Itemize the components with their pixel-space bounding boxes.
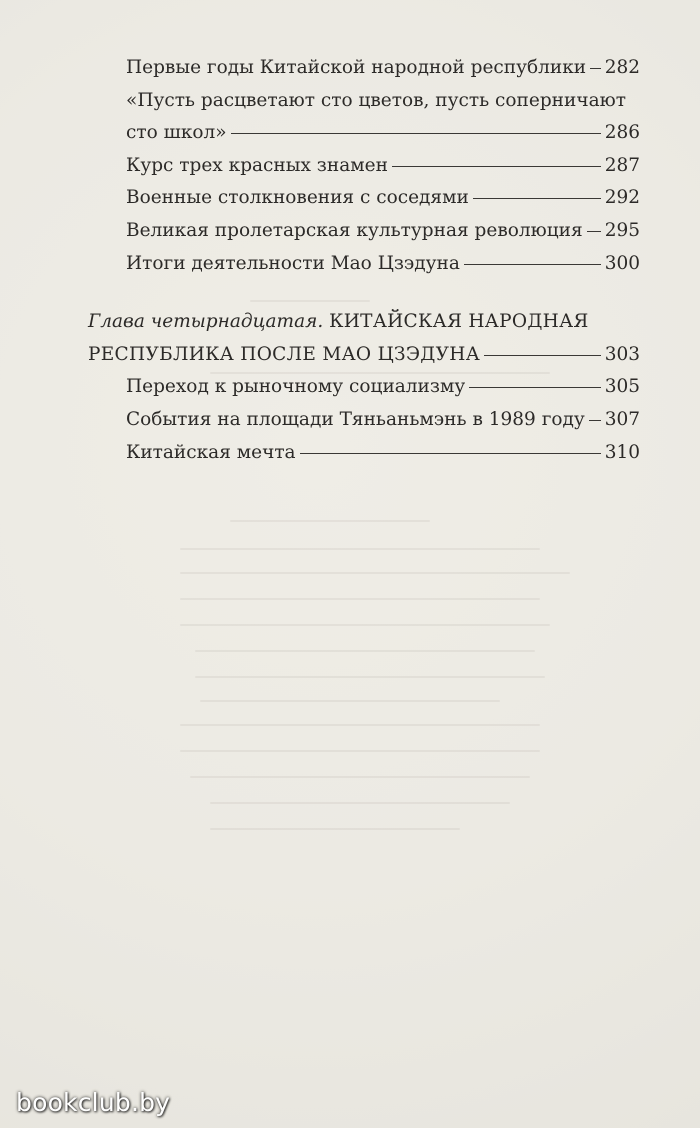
toc-entry-title: События на площади Тяньаньмэнь в 1989 году [126, 408, 585, 430]
bleed-through-line [180, 598, 540, 600]
toc-entry[interactable] [88, 404, 640, 437]
dot-leader [231, 133, 601, 134]
dot-leader [589, 420, 601, 421]
toc-entry-title: Переход к рыночному социализму [126, 376, 466, 398]
toc-entry-title: Первые годы Китайской народной республики [126, 57, 587, 78]
chapter-spacer [88, 280, 640, 306]
toc-entry-title: Китайская мечта [126, 441, 296, 463]
toc-page-number: 310 [604, 441, 640, 463]
toc-page-number: 292 [604, 187, 640, 209]
bleed-through-line [180, 624, 550, 626]
toc-entry-continued[interactable] [88, 85, 640, 118]
toc-entry-title: «Пусть расцветают сто цветов, пусть соперничают [126, 89, 626, 111]
dot-leader [473, 198, 601, 199]
site-watermark: bookclub.by [16, 1088, 171, 1117]
bleed-through-line [180, 548, 540, 550]
table-of-contents [88, 52, 640, 469]
chapter-title: КИТАЙСКАЯ НАРОДНАЯ [329, 311, 589, 333]
toc-page-number: 303 [604, 343, 640, 365]
toc-entry-title: Великая пролетарская культурная революция [126, 219, 583, 241]
bleed-through-line [190, 776, 530, 778]
toc-page-number: 307 [604, 408, 640, 430]
bleed-through-line [180, 724, 540, 726]
bleed-through-line [180, 572, 570, 574]
chapter-heading-line[interactable] [88, 339, 640, 372]
dot-leader [587, 231, 601, 232]
toc-entry[interactable] [88, 215, 640, 248]
bleed-through-line [180, 750, 540, 752]
dot-leader [469, 387, 601, 388]
chapter-label: Глава четырнадцатая. [88, 311, 324, 333]
toc-page-number: 286 [604, 122, 640, 144]
toc-entry[interactable] [88, 371, 640, 404]
chapter-heading[interactable] [88, 306, 640, 339]
toc-page-number: 287 [604, 154, 640, 176]
bleed-through-line [195, 676, 545, 678]
dot-leader [590, 68, 601, 69]
toc-entry-title: Курс трех красных знамен [126, 154, 388, 176]
toc-entry[interactable] [88, 150, 640, 183]
bleed-through-line [195, 650, 535, 652]
toc-entry-title: Итоги деятельности Мао Цзэдуна [126, 252, 460, 274]
toc-page-number: 295 [604, 219, 640, 241]
chapter-title: РЕСПУБЛИКА ПОСЛЕ МАО ЦЗЭДУНА [88, 343, 481, 365]
toc-entry[interactable] [88, 182, 640, 215]
toc-entry-title: Военные столкновения с соседями [126, 187, 469, 209]
toc-entry[interactable] [88, 52, 640, 85]
toc-page-number: 300 [604, 252, 640, 274]
bleed-through-line [200, 700, 500, 702]
toc-page-number: 282 [604, 57, 640, 78]
bleed-through-line [210, 802, 510, 804]
dot-leader [464, 264, 601, 265]
dot-leader [484, 355, 601, 356]
toc-page-number: 305 [604, 376, 640, 398]
bleed-through-line [230, 520, 430, 522]
dot-leader [300, 453, 601, 454]
dot-leader [392, 166, 601, 167]
toc-entry[interactable] [88, 437, 640, 470]
toc-entry[interactable] [88, 117, 640, 150]
toc-entry[interactable] [88, 248, 640, 281]
bleed-through-line [210, 828, 460, 830]
toc-entry-title: сто школ» [126, 122, 227, 144]
